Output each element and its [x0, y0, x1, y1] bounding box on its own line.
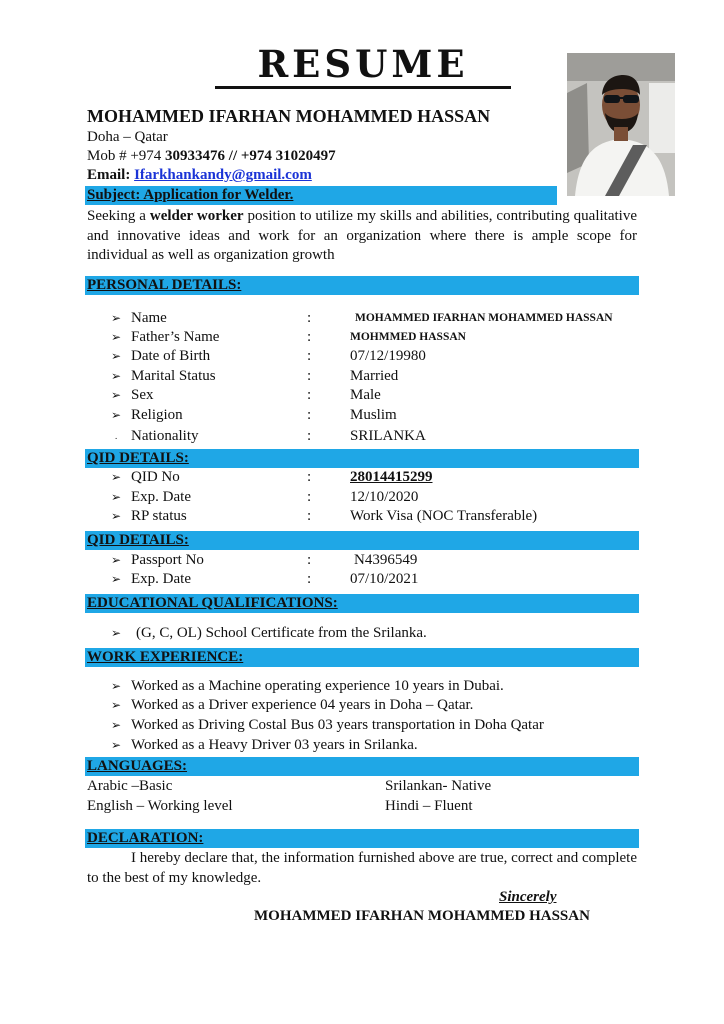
row-label: RP status: [131, 508, 187, 524]
arrow-bullet-icon: ➢: [111, 470, 122, 484]
languages-heading: LANGUAGES:: [85, 757, 639, 776]
arrow-bullet-icon: ➢: [111, 490, 122, 504]
row-label: Name: [131, 310, 167, 326]
row-value: Work Visa (NOC Transferable): [350, 508, 538, 524]
email-line: [87, 166, 312, 185]
row-value: Muslim: [350, 407, 397, 423]
row-value: N4396549: [354, 552, 418, 568]
objective-paragraph: [87, 207, 637, 266]
dot-bullet-icon: .: [115, 431, 118, 441]
arrow-bullet-icon: ➢: [111, 738, 122, 752]
email-label: Email:: [87, 167, 135, 183]
row-value: 12/10/2020: [350, 489, 419, 505]
arrow-bullet-icon: ➢: [111, 369, 122, 383]
row-colon: :: [307, 329, 312, 345]
mobile-line: [87, 147, 336, 166]
arrow-bullet-icon: ➢: [111, 553, 122, 567]
work-experience-heading: WORK EXPERIENCE:: [85, 648, 639, 667]
arrow-bullet-icon: ➢: [111, 718, 122, 732]
mobile-numbers: 30933476 // +974 31020497: [165, 148, 336, 164]
work-item-text: Worked as a Machine operating experience 10 years in Dubai.: [131, 678, 504, 694]
signature-name: MOHAMMED IFARHAN MOHAMMED HASSAN: [254, 908, 590, 924]
location-text: Doha – Qatar: [87, 129, 168, 145]
row-colon: :: [307, 489, 312, 505]
work-item-text: Worked as a Driver experience 04 years in Doha – Qatar.: [131, 697, 474, 713]
row-label: Religion: [131, 407, 183, 423]
row-label: Date of Birth: [131, 348, 211, 364]
language-item: English – Working level: [87, 798, 233, 814]
row-label: Marital Status: [131, 368, 216, 384]
row-label: Exp. Date: [131, 489, 191, 505]
row-colon: :: [307, 508, 312, 524]
row-value: MOHAMMED IFARHAN MOHAMMED HASSAN: [355, 312, 613, 324]
language-item: Hindi – Fluent: [385, 798, 473, 814]
mobile-label: Mob # +974: [87, 148, 166, 164]
arrow-bullet-icon: ➢: [111, 330, 122, 344]
arrow-bullet-icon: ➢: [111, 679, 122, 693]
row-colon: :: [307, 387, 312, 403]
row-colon: :: [307, 469, 312, 485]
row-colon: :: [307, 552, 312, 568]
arrow-bullet-icon: ➢: [111, 349, 122, 363]
row-label: Nationality: [131, 428, 199, 444]
arrow-bullet-icon: ➢: [111, 311, 122, 325]
arrow-bullet-icon: ➢: [111, 388, 122, 402]
objective-bold-text: welder worker: [149, 208, 244, 224]
objective-text-start: Seeking a: [87, 208, 150, 224]
language-item: Srilankan- Native: [385, 778, 492, 794]
row-value: 07/12/19980: [350, 348, 426, 364]
row-colon: :: [307, 368, 312, 384]
row-colon: :: [307, 348, 312, 364]
row-value: MOHMMED HASSAN: [350, 331, 466, 343]
objective-text-end: position to utilize my skills and abilities, contributing qualitative and innovative ideas and work for an organization where there is ample scope for individual as well as organization growth: [87, 208, 637, 263]
row-colon: :: [307, 310, 312, 326]
arrow-bullet-icon: ➢: [111, 509, 122, 523]
declaration-heading: DECLARATION:: [85, 829, 639, 848]
sincerely-text: Sincerely: [499, 889, 557, 905]
education-item-text: (G, C, OL) School Certificate from the Srilanka.: [136, 625, 427, 641]
education-heading: EDUCATIONAL QUALIFICATIONS:: [85, 594, 639, 613]
profile-photo-image: [567, 53, 675, 196]
personal-details-heading: PERSONAL DETAILS:: [85, 276, 639, 295]
row-label: Exp. Date: [131, 571, 191, 587]
passport-details-heading: QID DETAILS:: [85, 531, 639, 550]
arrow-bullet-icon: ➢: [111, 626, 122, 640]
row-label: Father’s Name: [131, 329, 220, 345]
work-item-text: Worked as a Heavy Driver 03 years in Srilanka.: [131, 737, 418, 753]
row-colon: :: [307, 428, 312, 444]
arrow-bullet-icon: ➢: [111, 698, 122, 712]
declaration-text: I hereby declare that, the information furnished above are true, correct and complete to the best of my knowledge.: [87, 850, 637, 886]
arrow-bullet-icon: ➢: [111, 408, 122, 422]
row-colon: :: [307, 571, 312, 587]
row-value: Married: [350, 368, 399, 384]
language-item: Arabic –Basic: [87, 778, 173, 794]
profile-photo: [567, 53, 675, 196]
full-name-heading: MOHAMMED IFARHAN MOHAMMED HASSAN: [87, 106, 491, 126]
resume-title: RESUME: [215, 44, 511, 89]
row-value: 07/10/2021: [350, 571, 419, 587]
work-item-text: Worked as Driving Costal Bus 03 years transportation in Doha Qatar: [131, 717, 544, 733]
arrow-bullet-icon: ➢: [111, 572, 122, 586]
email-link[interactable]: Ifarkhankandy@gmail.com: [134, 167, 312, 183]
row-value: 28014415299: [350, 469, 433, 485]
row-label: Passport No: [131, 552, 204, 568]
subject-bar: Subject: Application for Welder.: [85, 186, 557, 205]
row-value: Male: [350, 387, 381, 403]
qid-details-heading: QID DETAILS:: [85, 449, 639, 468]
row-label: Sex: [131, 387, 154, 403]
row-value: SRILANKA: [350, 428, 426, 444]
row-colon: :: [307, 407, 312, 423]
row-label: QID No: [131, 469, 180, 485]
